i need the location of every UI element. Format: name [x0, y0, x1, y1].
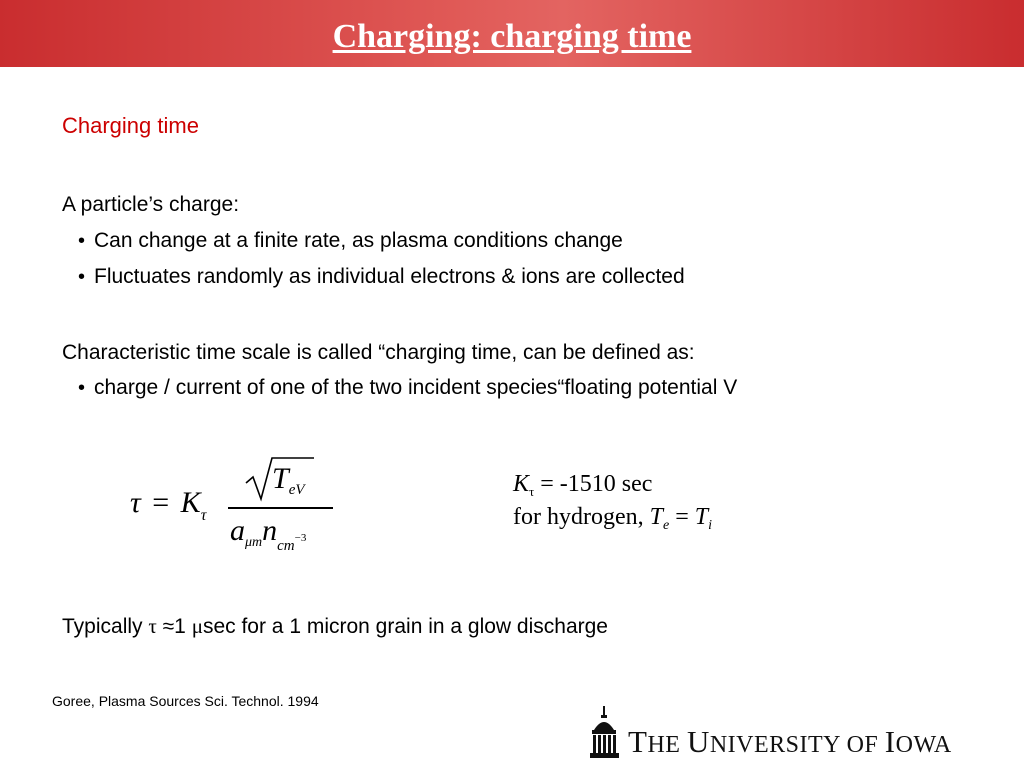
- title-bar: [0, 0, 1024, 67]
- bullet-icon: •: [78, 230, 86, 252]
- typically-text: Typically τ ≈1 μsec for a 1 micron grain in a glow discharge: [62, 614, 608, 638]
- bullet-item: Fluctuates randomly as individual electrons & ions are collected: [94, 265, 685, 288]
- intro-text: A particle’s charge:: [62, 193, 240, 216]
- fraction-bar: [228, 507, 333, 509]
- capitol-dome-icon: [588, 706, 622, 760]
- university-logo: [588, 706, 988, 762]
- university-wordmark: THE UNIVERSITY OF IOWA: [628, 724, 952, 759]
- bullet-icon: •: [78, 377, 86, 399]
- formula-denominator: $a_{\mu m}n_{cm}-3$: [230, 514, 307, 554]
- k-tau-value: $K_\tau = -1510$ sec: [513, 471, 653, 499]
- section-heading: Charging time: [62, 113, 199, 138]
- formula-lhs: $\tau = K_\tau$: [130, 486, 207, 524]
- citation: Goree, Plasma Sources Sci. Technol. 1994: [52, 693, 319, 709]
- bullet-item: Can change at a finite rate, as plasma conditions change: [94, 229, 623, 252]
- formula-numerator: $T_{eV}$: [272, 462, 305, 498]
- slide-title: Charging: charging time: [332, 18, 692, 55]
- characteristic-text: Characteristic time scale is called “charging time, can be defined as:: [62, 341, 695, 364]
- bullet-icon: •: [78, 266, 86, 288]
- hydrogen-condition: for hydrogen, $T_e = T_i$: [513, 504, 713, 533]
- bullet-item: charge / current of one of the two incident species“floating potential V: [94, 376, 738, 399]
